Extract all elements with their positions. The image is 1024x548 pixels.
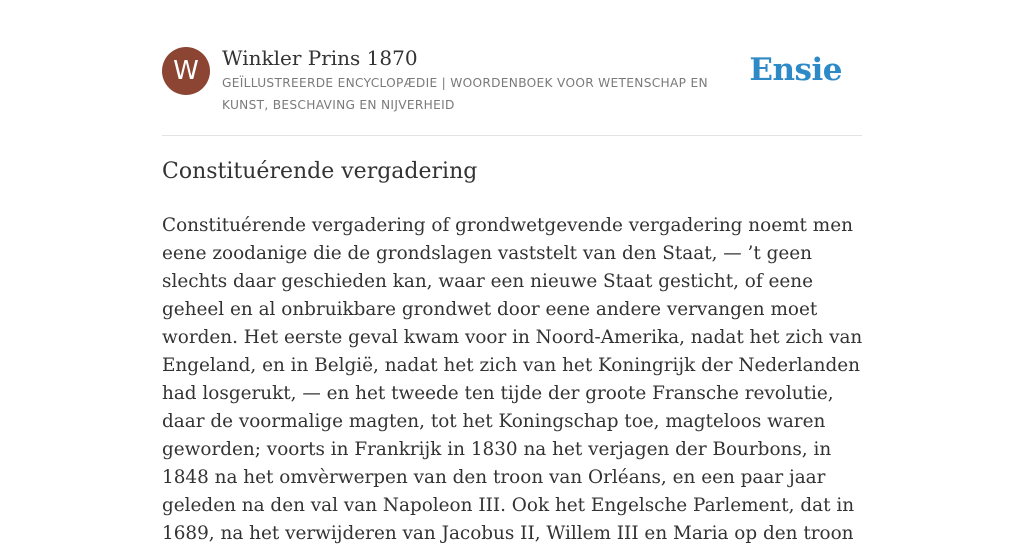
source-header xyxy=(162,44,862,124)
source-subtitle: GEÏLLUSTREERDE ENCYCLOPÆDIE | WOORDENBOEK VOOR WETENSCHAP EN KUNST, BESCHAVING EN NIJVERHEID xyxy=(222,76,708,112)
ensie-logo-link[interactable]: Ensie xyxy=(749,52,842,88)
source-avatar[interactable]: W xyxy=(162,47,210,95)
article-body: Constituérende vergadering of grondwetgevende vergadering noemt men eene zoodanige die de grondslagen vaststelt van den Staat, — ’t geen slechts daar geschieden kan, waar een nieuwe Staat gesticht, of eene geheel en al onbruikbare grondwet door eene andere vervangen moet worden. Het eerste geval kwam voor in Noord-Amerika, nadat het zich van Engeland, en in België, nadat het zich van het Koningrijk der Nederlanden had losgerukt, — en het tweede ten tijde der groote Fransche revolutie, daar de voormalige magten, tot het Koningschap toe, magteloos waren geworden; voorts in Frankrijk in 1830 na het verjagen der Bourbons, in 1848 na het omvèrwerpen van den troon van Orléans, en een paar jaar geleden na den val van Napoleon III. Ook het Engelsche Parlement, dat in 1689, na het verwijderen van Jacobus II, Willem III en Maria op den troon xyxy=(162,215,863,544)
source-title[interactable]: Winkler Prins 1870 xyxy=(222,46,418,70)
article-title: Constituérende vergadering xyxy=(162,159,478,184)
header-divider xyxy=(162,135,862,136)
